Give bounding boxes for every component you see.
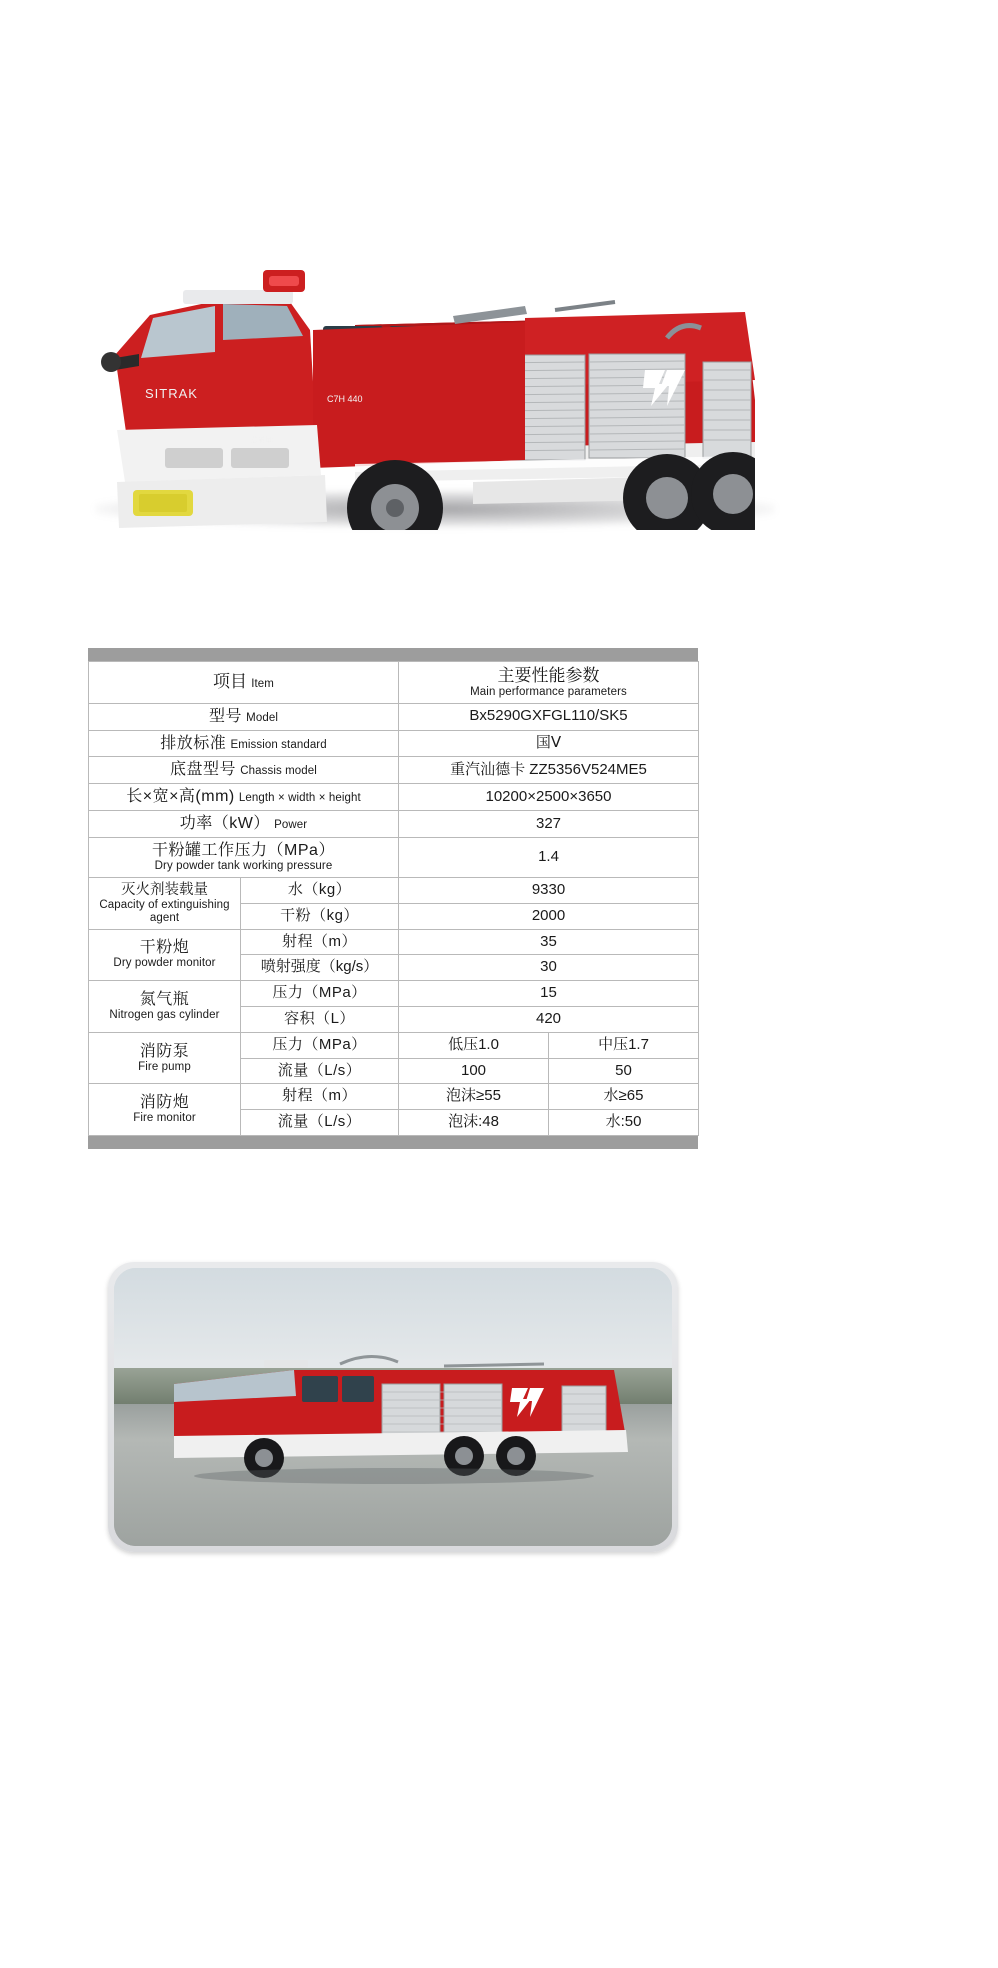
header-params-cn: 主要性能参数 (497, 666, 600, 685)
group-label-cn: 消防泵 (139, 1042, 190, 1060)
group-label-fire-pump (89, 1032, 241, 1084)
sub-value-right: 水≥65 (549, 1084, 699, 1110)
row-label-emission (89, 730, 399, 757)
sub-value: 30 (399, 955, 699, 981)
label-en: Model (246, 711, 278, 724)
sub-label: 喷射强度（kg/s） (241, 955, 399, 981)
label-cn: 功率（kW） (179, 815, 270, 833)
group-label-en: Dry powder monitor (113, 957, 216, 970)
product-photo-frame (108, 1262, 678, 1552)
sub-label: 流量（L/s） (241, 1110, 399, 1136)
table-row (89, 784, 699, 811)
table-row (89, 757, 699, 784)
label-cn: 长×宽×高(mm) (126, 788, 235, 806)
group-label-en: Fire monitor (133, 1112, 196, 1125)
label-en: Emission standard (230, 738, 327, 751)
group-label-cn: 灭火剂装载量 (121, 882, 208, 898)
sub-value-right: 水:50 (549, 1110, 699, 1136)
svg-text:C7H 440: C7H 440 (327, 394, 363, 404)
row-label-model (89, 703, 399, 730)
row-value-dimensions: 10200×2500×3650 (399, 784, 699, 811)
label-cn: 型号 (208, 707, 242, 725)
svg-text:SITRAK: SITRAK (145, 386, 198, 401)
group-label-extinguishing-agent (89, 877, 241, 929)
header-params-en: Main performance parameters (470, 685, 627, 698)
row-label-chassis (89, 757, 399, 784)
sub-value-right: 中压1.7 (549, 1032, 699, 1058)
specification-table-wrapper (88, 648, 698, 1149)
row-label-dimensions (89, 784, 399, 811)
product-photo (114, 1268, 672, 1546)
table-row (89, 981, 699, 1007)
group-label-en: Fire pump (138, 1060, 191, 1073)
row-value-model: Bx5290GXFGL110/SK5 (399, 703, 699, 730)
table-row (89, 730, 699, 757)
table-row (89, 703, 699, 730)
row-label-tank-pressure (89, 838, 399, 878)
group-label-cn: 消防炮 (139, 1094, 190, 1112)
sub-label: 容积（L） (241, 1006, 399, 1032)
group-label-fire-monitor (89, 1084, 241, 1136)
header-item-cell (89, 662, 399, 704)
product-hero-image (0, 0, 998, 620)
table-row (89, 838, 699, 878)
sub-label: 水（kg） (241, 877, 399, 903)
label-en: Length × width × height (238, 792, 361, 805)
sub-value: 15 (399, 981, 699, 1007)
sub-value: 9330 (399, 877, 699, 903)
group-label-en: Capacity of extinguishing agent (99, 898, 230, 924)
label-cn: 干粉罐工作压力（MPa） (152, 842, 335, 860)
table-row (89, 929, 699, 955)
sub-label: 射程（m） (241, 929, 399, 955)
label-cn: 底盘型号 (170, 761, 237, 779)
sub-value-right: 50 (549, 1058, 699, 1084)
label-en: Dry powder tank working pressure (154, 860, 333, 873)
sub-value-left: 低压1.0 (399, 1032, 549, 1058)
table-top-bar (88, 648, 698, 661)
header-item-en: Item (251, 678, 274, 691)
specification-table (88, 661, 699, 1136)
sub-value: 2000 (399, 903, 699, 929)
table-header-row (89, 662, 699, 704)
fire-truck-photo-illustration (144, 1326, 654, 1496)
sub-value-left: 泡沫:48 (399, 1110, 549, 1136)
table-bottom-bar (88, 1136, 698, 1149)
header-item-cn: 项目 (213, 672, 248, 692)
row-value-chassis: 重汽汕德卡 ZZ5356V524ME5 (399, 757, 699, 784)
sub-value: 35 (399, 929, 699, 955)
sub-label: 流量（L/s） (241, 1058, 399, 1084)
group-label-en: Nitrogen gas cylinder (109, 1008, 220, 1021)
sub-value-left: 泡沫≥55 (399, 1084, 549, 1110)
group-label-nitrogen-cylinder (89, 981, 241, 1033)
group-label-dry-powder-monitor (89, 929, 241, 981)
label-en: Power (274, 819, 308, 832)
fire-truck-illustration (55, 130, 755, 530)
sub-value-left: 100 (399, 1058, 549, 1084)
row-value-emission: 国Ⅴ (399, 730, 699, 757)
table-row (89, 811, 699, 838)
sub-label: 压力（MPa） (241, 981, 399, 1007)
row-value-tank-pressure: 1.4 (399, 838, 699, 878)
group-label-cn: 干粉炮 (139, 939, 190, 957)
sub-label: 射程（m） (241, 1084, 399, 1110)
sub-label: 压力（MPa） (241, 1032, 399, 1058)
svg-text:总质量:: 总质量: (251, 437, 274, 444)
table-row (89, 1084, 699, 1110)
group-label-cn: 氮气瓶 (139, 991, 190, 1009)
row-value-power: 327 (399, 811, 699, 838)
sub-value: 420 (399, 1006, 699, 1032)
label-en: Chassis model (240, 765, 317, 778)
table-row (89, 877, 699, 903)
header-params-cell (399, 662, 699, 704)
sub-label: 干粉（kg） (241, 903, 399, 929)
table-row (89, 1032, 699, 1058)
row-label-power (89, 811, 399, 838)
label-cn: 排放标准 (160, 734, 227, 752)
